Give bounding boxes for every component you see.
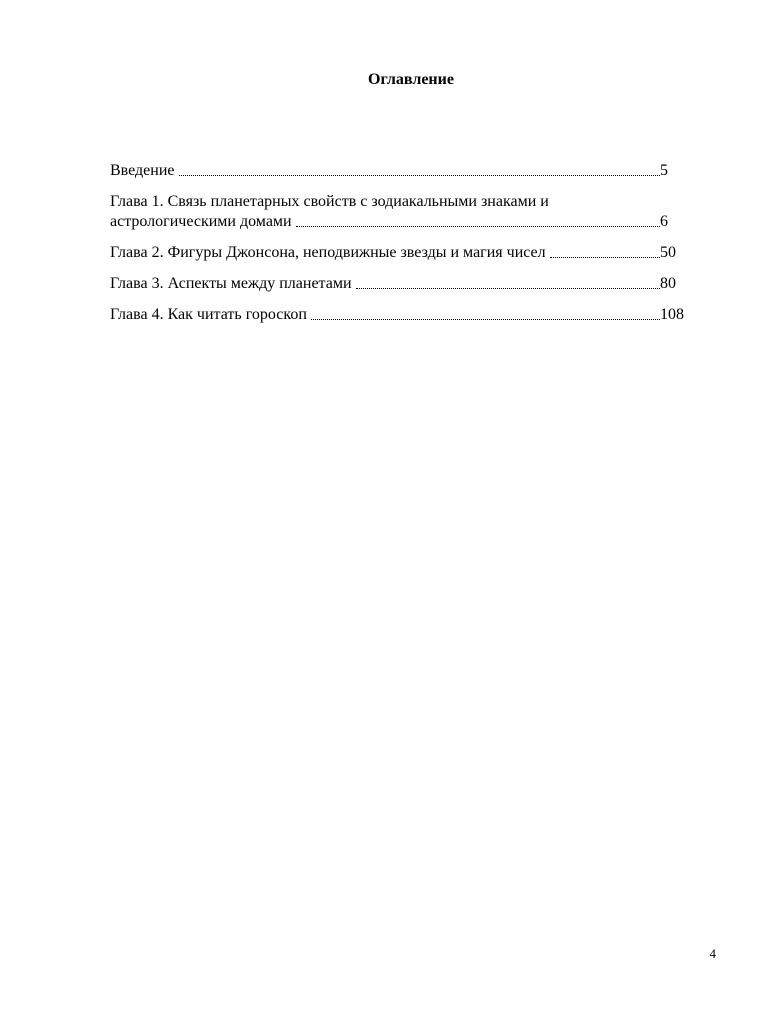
toc-entry-label: Введение [110,162,175,179]
toc-entry-label-line1: Глава 1. Связь планетарных свойств с зодиакальными знаками и [110,193,549,210]
toc-entry-page: 5 [660,162,668,179]
table-of-contents [110,161,686,336]
toc-entry-chapter-2[interactable] [110,243,686,263]
toc-entry-label: Глава 3. Аспекты между планетами [110,275,352,292]
toc-entry-chapter-1[interactable] [110,192,686,232]
toc-entry-page: 80 [660,275,676,292]
dot-leader [356,287,660,289]
toc-entry-label: астрологическими домами [110,213,292,230]
page-number: 4 [709,946,716,961]
toc-title: Оглавление [368,71,454,88]
dot-leader [311,318,660,320]
toc-entry-page: 50 [660,244,676,261]
toc-entry-page: 6 [660,213,668,230]
dot-leader [296,225,660,227]
toc-entry-page: 108 [660,306,684,323]
toc-entry-label: Глава 4. Как читать гороскоп [110,306,307,323]
toc-entry-chapter-4[interactable] [110,305,686,325]
dot-leader [550,256,660,258]
toc-entry-chapter-3[interactable] [110,274,686,294]
toc-entry-introduction[interactable] [110,161,686,181]
dot-leader [179,174,661,176]
toc-entry-label: Глава 2. Фигуры Джонсона, неподвижные звезды и магия чисел [110,244,546,261]
